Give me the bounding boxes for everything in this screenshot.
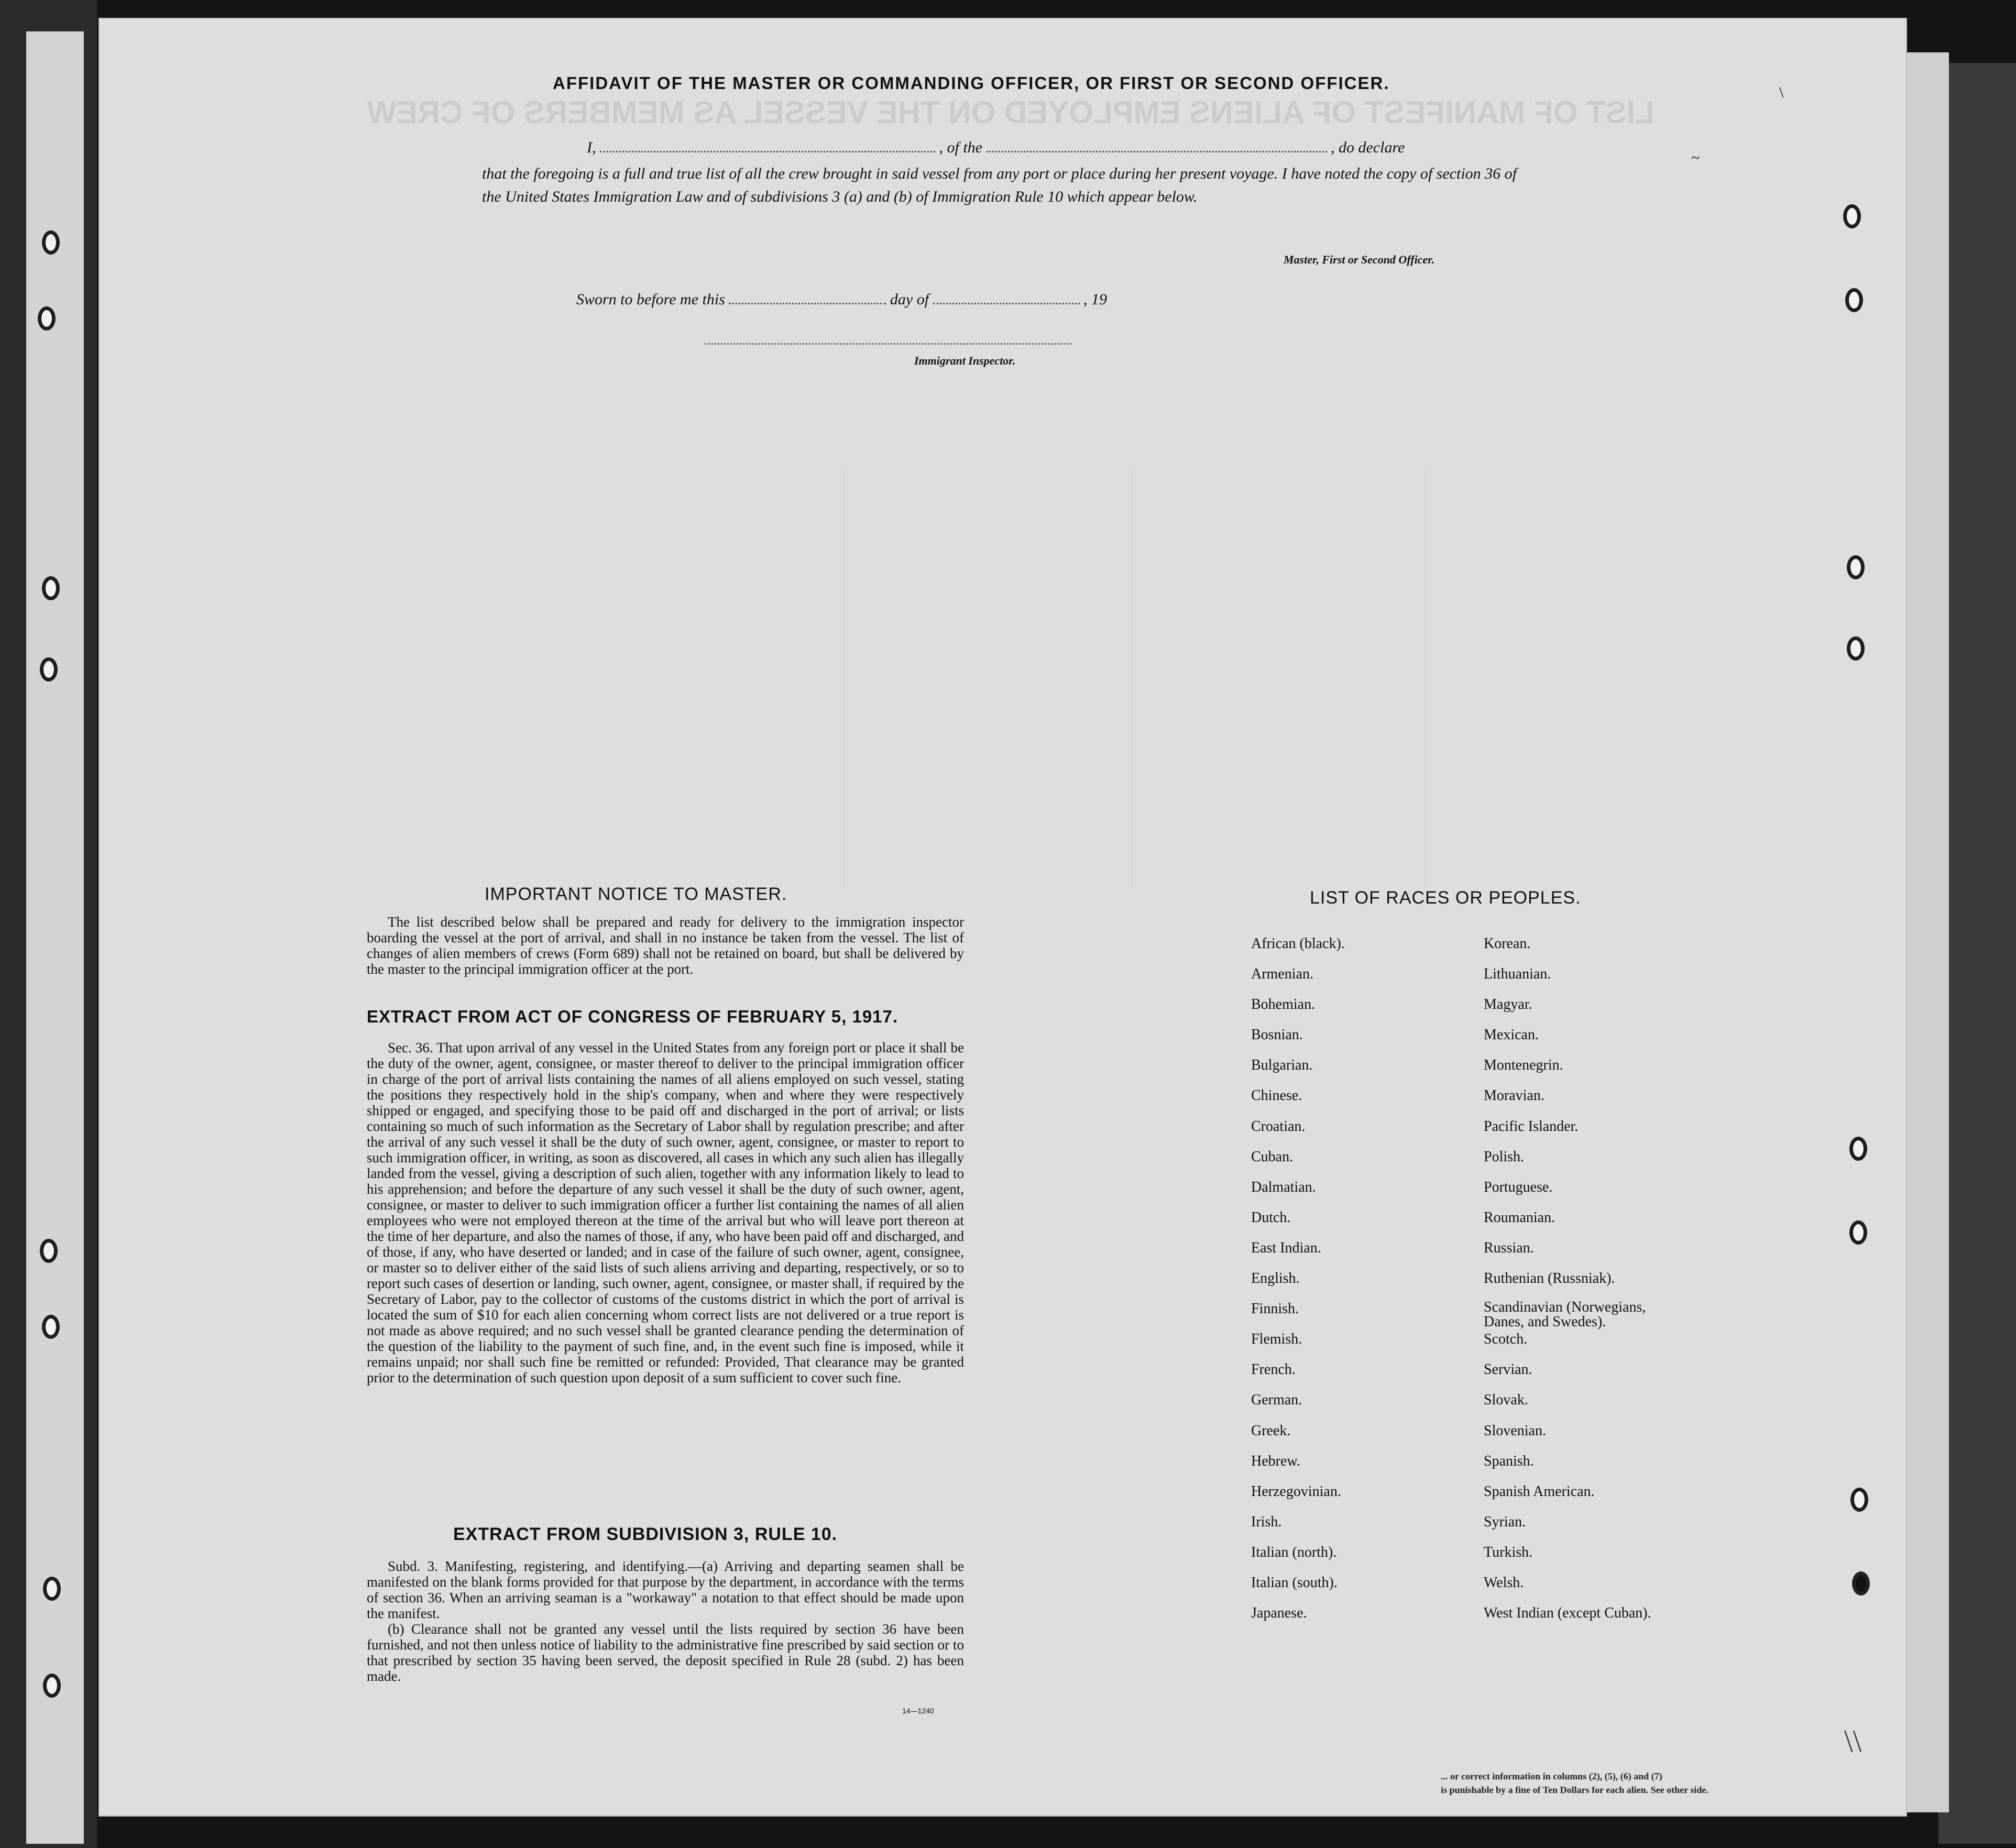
name-blank[interactable] xyxy=(600,148,935,152)
race-item: Slovenian. xyxy=(1484,1422,1546,1439)
race-item: Chinese. xyxy=(1251,1087,1302,1104)
binder-hole xyxy=(1852,1571,1870,1596)
binder-hole xyxy=(40,657,58,681)
race-item: Bulgarian. xyxy=(1251,1057,1313,1074)
races-left-column xyxy=(1251,935,1345,1635)
race-item: Bohemian. xyxy=(1251,996,1316,1013)
binder-hole xyxy=(1847,636,1865,661)
vessel-blank[interactable] xyxy=(987,148,1327,152)
races-right-column xyxy=(1484,935,1683,1635)
bleed-through-header: LIST OF MANIFEST OF ALIENS EMPLOYED ON THE VESSEL AS MEMBERS OF CREW xyxy=(367,95,1655,130)
signature-label: Master, First or Second Officer. xyxy=(1284,253,1435,266)
binder-hole xyxy=(1843,204,1861,228)
notice-heading: IMPORTANT NOTICE TO MASTER. xyxy=(485,884,787,904)
race-item: Hebrew. xyxy=(1251,1453,1300,1469)
race-item: Magyar. xyxy=(1484,996,1532,1013)
race-item: Flemish. xyxy=(1251,1331,1302,1348)
bleed-through-rule xyxy=(843,471,845,890)
affidavit-body: that the foregoing is a full and true list of all the crew brought in said vessel from any port or place during her present voyage. I have noted the copy of section 36 of the United States Immigration Law and of subdivisions 3 (a) and (b) of Immigration Rule 10 which appear below. xyxy=(482,165,1517,205)
races-heading: LIST OF RACES OR PEOPLES. xyxy=(1310,888,1581,908)
race-item: Irish. xyxy=(1251,1513,1282,1530)
race-item: East Indian. xyxy=(1251,1239,1321,1256)
form-number: 14—1240 xyxy=(902,1707,934,1715)
race-item: African (black). xyxy=(1251,936,1345,952)
binder-hole xyxy=(43,1577,61,1601)
footer-line-2: is punishable by a fine of Ten Dollars for each alien. See other side. xyxy=(1441,1785,1708,1795)
binder-hole xyxy=(42,1315,60,1339)
race-item: English. xyxy=(1251,1270,1300,1287)
race-item: Dutch. xyxy=(1251,1209,1291,1226)
binding-strip xyxy=(26,31,84,1844)
race-item: West Indian (except Cuban). xyxy=(1484,1605,1651,1622)
race-item: Syrian. xyxy=(1484,1513,1526,1530)
race-item: Spanish American. xyxy=(1484,1483,1595,1500)
inspector-signature-line[interactable] xyxy=(705,343,1071,345)
pencil-mark: \\ xyxy=(1844,1724,1862,1758)
inspector-label: Immigrant Inspector. xyxy=(914,354,1016,367)
race-item: Italian (south). xyxy=(1251,1574,1338,1591)
extract-act-heading: EXTRACT FROM ACT OF CONGRESS OF FEBRUARY 5, 1917. xyxy=(367,1007,899,1026)
footer-note xyxy=(1441,1769,1708,1797)
extract-rule-paragraph xyxy=(367,1558,964,1684)
sworn-text: Sworn to before me this xyxy=(576,291,725,308)
race-item: Finnish. xyxy=(1251,1301,1299,1317)
race-item: Bosnian. xyxy=(1251,1027,1303,1043)
rule-subd-a: Subd. 3. Manifesting, registering, and identifying.—(a) Arriving and departing seamen shall be manifested on the blank forms provided for that purpose by the department, in accordance with the terms of section 36. When an arriving seaman is a "workaway" a notation to that effect should be made upon the manifest. xyxy=(367,1558,964,1621)
binder-hole xyxy=(40,1239,58,1263)
binder-hole xyxy=(38,306,56,331)
race-item: Pacific Islander. xyxy=(1484,1118,1579,1135)
right-dark-edge xyxy=(1938,63,2016,1844)
affidavit-of-label: , of the xyxy=(939,139,982,156)
bleed-through-rule xyxy=(1425,471,1426,890)
race-item: Servian. xyxy=(1484,1361,1532,1378)
race-item: Italian (north). xyxy=(1251,1544,1337,1560)
extract-act-text: Sec. 36. That upon arrival of any vessel in the United States from any foreign port or place it shall be the duty of the owner, agent, consignee, or master thereof to deliver to the principal immigration officer in charge of the port of arrival lists containing the names of all aliens employed on such vessel, stating the positions they respectively hold in the ship's company, when and where they were respectively shipped or engaged, and specifying those to be paid off and discharged in the port of arrival; or lists containing so much of such information as the Secretary of Labor shall by regulation prescribe; and after the arrival of any such vessel it shall be the duty of such owner, agent, consignee, or master to report to such immigration officer, in writing, as soon as discovered, all cases in which any such alien has illegally landed from the vessel, giving a description of such alien, together with any information likely to lead to his apprehension; and before the departure of any such vessel it shall be the duty of such owner, agent, consignee, or master to deliver to such immigration officer a further list containing the names of all alien employees who were not employed thereon at the time of the arrival but who will leave port thereon at the time of her departure, and also the names of those, if any, who have been paid off and discharged, and of those, if any, who have deserted or landed; and in case of the failure of such owner, agent, consignee, or master so to deliver either of the said lists of such aliens arriving and departing, respectively, or so to report such cases of desertion or landing, such owner, agent, consignee, or master shall, if required by the Secretary of Labor, pay to the collector of customs of the customs district in which the port of arrival is located the sum of $10 for each alien concerning whom correct lists are not delivered or a true report is not made as above required; and no such vessel shall be granted clearance pending the determination of the question of the liability to the payment of such fine, and, in the event such fine is imposed, while it remains unpaid; nor shall such fine be remitted or refunded: Provided, That clearance may be granted prior to the determination of such question upon deposit of a sum sufficient to cover such fine. xyxy=(367,1040,964,1385)
binder-hole xyxy=(43,1674,61,1698)
footer-line-1: ... or correct information in columns (2), (5), (6) and (7) xyxy=(1441,1771,1662,1781)
race-item: Scotch. xyxy=(1484,1331,1528,1348)
race-item: Portuguese. xyxy=(1484,1179,1553,1195)
sworn-line xyxy=(576,291,1107,309)
pencil-mark: \ xyxy=(1779,84,1784,101)
month-blank[interactable] xyxy=(933,300,1080,304)
bleed-through-rule xyxy=(1132,471,1133,890)
notice-text: The list described below shall be prepared and ready for delivery to the immigration inspector boarding the vessel at the port of arrival, and shall in no instance be taken from the vessel. The list of changes of alien members of crews (Form 689) shall not be retained on board, but shall be delivered by the master to the principal immigration officer at the port. xyxy=(367,914,964,977)
race-item: French. xyxy=(1251,1361,1296,1378)
day-of-text: day of xyxy=(890,291,929,308)
pencil-mark: ~ xyxy=(1691,149,1700,167)
year-prefix: , 19 xyxy=(1083,291,1108,308)
race-item: German. xyxy=(1251,1392,1302,1409)
race-item: Armenian. xyxy=(1251,966,1313,983)
race-item: Montenegrin. xyxy=(1484,1057,1563,1074)
binder-hole xyxy=(1849,1137,1867,1161)
race-item: Slovak. xyxy=(1484,1392,1528,1409)
race-item: Japanese. xyxy=(1251,1605,1307,1622)
affidavit-line-1 xyxy=(587,139,1405,157)
binder-hole xyxy=(1845,288,1863,312)
binder-hole xyxy=(1849,1220,1867,1245)
race-item: Ruthenian (Russniak). xyxy=(1484,1270,1615,1287)
day-blank[interactable] xyxy=(729,300,886,304)
notice-paragraph xyxy=(367,914,964,977)
race-item: Moravian. xyxy=(1484,1087,1544,1104)
extract-act-paragraph xyxy=(367,1040,964,1385)
race-item: Spanish. xyxy=(1484,1453,1534,1469)
race-item: Croatian. xyxy=(1251,1118,1306,1135)
binder-hole xyxy=(1847,555,1865,579)
race-item: Cuban. xyxy=(1251,1148,1294,1165)
race-item: Greek. xyxy=(1251,1422,1291,1439)
rule-subd-b: (b) Clearance shall not be granted any vessel until the lists required by section 36 have been furnished, and not then unless notice of liability to the administrative fine prescribed by said section or to that prescribed by section 35 having been served, the deposit specified in Rule 28 (subd. 2) has been made. xyxy=(367,1621,964,1684)
binder-hole xyxy=(42,576,60,600)
race-item: Scandinavian (Norwegians, Danes, and Swedes). xyxy=(1484,1299,1646,1330)
extract-rule-heading: EXTRACT FROM SUBDIVISION 3, RULE 10. xyxy=(453,1524,838,1544)
race-item: Turkish. xyxy=(1484,1544,1533,1560)
race-item: Polish. xyxy=(1484,1148,1525,1165)
race-item: Russian. xyxy=(1484,1239,1534,1256)
race-item: Korean. xyxy=(1484,936,1531,952)
affidavit-i-label: I, xyxy=(587,139,596,156)
binder-hole xyxy=(42,230,60,255)
affidavit-declare-label: , do declare xyxy=(1331,139,1405,156)
race-item: Herzegovinian. xyxy=(1251,1483,1341,1500)
race-item: Roumanian. xyxy=(1484,1209,1555,1226)
binder-hole xyxy=(1850,1488,1868,1512)
race-item: Dalmatian. xyxy=(1251,1179,1316,1195)
affidavit-title: AFFIDAVIT OF THE MASTER OR COMMANDING OFFICER, OR FIRST OR SECOND OFFICER. xyxy=(553,73,1390,93)
race-item: Welsh. xyxy=(1484,1574,1524,1591)
race-item: Mexican. xyxy=(1484,1027,1539,1043)
race-item: Lithuanian. xyxy=(1484,966,1551,983)
